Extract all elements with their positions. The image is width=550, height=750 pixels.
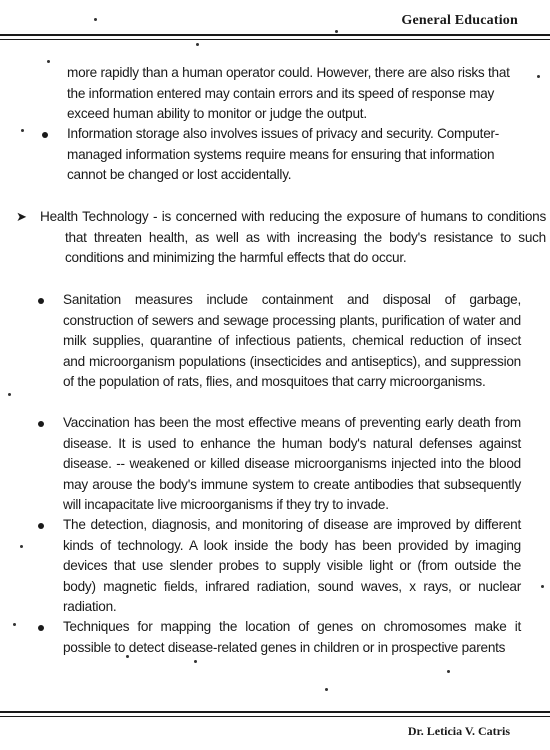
bullet-dot-icon [38, 298, 44, 304]
list-item-text: Sanitation measures include containment and disposal of garbage, construction of sewers and sewage processing plants, purification of water and milk supplies, quarantine of infectious patients, chemical reduction of insect and microorganism populations (insecticides and antiseptics), and suppression of the population of rats, flies, and mosquitoes that carry microorganisms. [63, 292, 521, 389]
scan-speck [8, 393, 11, 396]
bullet-dot-icon [38, 625, 44, 631]
scan-speck [335, 30, 338, 33]
header-rule-thin [0, 39, 550, 40]
section-text: Health Technology - is concerned with reducing the exposure of humans to conditions that threaten health, as well as with increasing the body's resistance to such conditions and minimizing the harmful effects that do occur. [40, 209, 546, 265]
list-item-text: Techniques for mapping the location of genes on chromosomes make it possible to detect disease-related genes in children or in prospective parents [63, 619, 521, 655]
list-item-text: The detection, diagnosis, and monitoring of disease are improved by different kinds of technology. A look inside the body has been provided by imaging devices that use slender probes to supply visible light or (from outside the body) magnetic fields, infrared radiation, sound waves, x rays, or nuclear radiation. [63, 517, 521, 614]
running-footer: Dr. Leticia V. Catris [407, 724, 510, 738]
bullet-dot-icon [42, 132, 48, 138]
list-item-text: Information storage also involves issues of privacy and security. Computer-managed information systems require means for ensuring that information cannot be changed or lost accidentally. [67, 126, 500, 182]
scan-speck [126, 655, 129, 658]
scan-speck [194, 660, 197, 663]
scan-speck [541, 585, 544, 588]
arrowhead-bullet-icon: ➤ [16, 209, 27, 224]
running-header: General Education [401, 13, 518, 28]
bullet-dot-icon [38, 523, 44, 529]
scan-speck [13, 623, 16, 626]
list-item-text: Vaccination has been the most effective means of preventing early death from disease. It is used to enhance the human body's natural defenses against disease. -- weakened or killed disease microorganisms injected into the blood may arouse the body's immune system to create antibodies that subsequently will incapacitate live microorganisms if they try to invade. [63, 415, 521, 512]
footer-rule-thin [0, 716, 550, 717]
scan-speck [537, 75, 540, 78]
bullet-dot-icon [38, 421, 44, 427]
scan-speck [447, 670, 450, 673]
scan-speck [325, 688, 328, 691]
scan-speck [94, 18, 97, 21]
scan-speck [47, 60, 50, 63]
header-rule-thick [0, 34, 550, 36]
scan-speck [196, 43, 199, 46]
scan-speck [21, 129, 24, 132]
scan-speck [20, 545, 23, 548]
continuation-paragraph: more rapidly than a human operator could. However, there are also risks that the information entered may contain errors and its speed of response may exceed human ability to monitor or judge the output. [67, 65, 510, 121]
footer-rule-thick [0, 711, 550, 713]
